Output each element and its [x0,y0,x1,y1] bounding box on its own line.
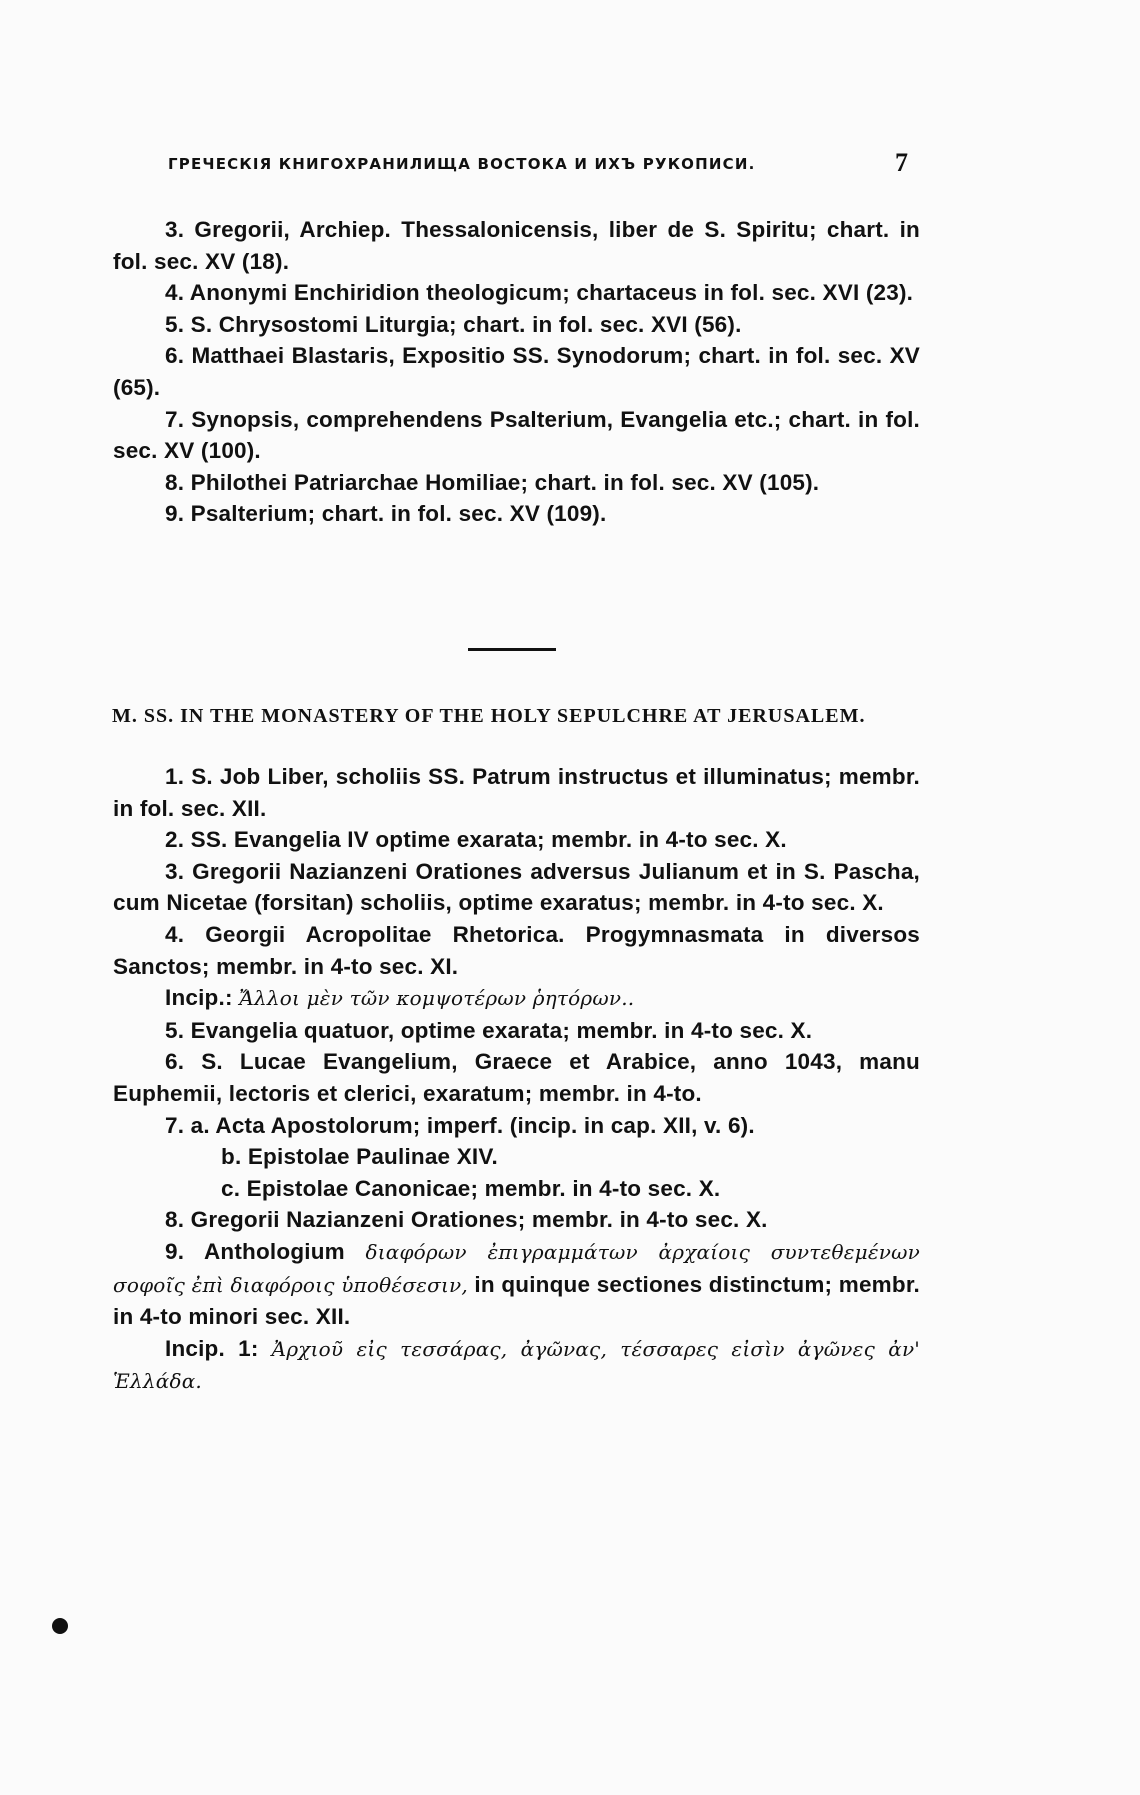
catalogue-entry: 9. Psalterium; chart. in fol. sec. XV (109). [165,501,607,527]
catalogue-subentry: c. Epistolae Canonicae; membr. in 4-to sec. X. [221,1175,721,1201]
catalogue-entry: 7. Synopsis, comprehendens Psalterium, Evangelia etc.; chart. in fol. sec. XV (100). [113,406,920,464]
catalogue-entry: 2. SS. Evangelia IV optime exarata; membr. in 4-to sec. X. [165,827,787,853]
catalogue-entry: 3. Gregorii Nazianzeni Orationes adversus Julianum et in S. Pascha, cum Nicetae (forsitan) scholiis, optime exaratus; membr. in 4-to sec. X. [113,858,920,916]
jerusalem-catalogue-entries [113,761,920,1398]
catalogue-entry: 8. Gregorii Nazianzeni Orationes; membr. in 4-to sec. X. [165,1207,768,1233]
greek-title: διαφόρων ἐπιγραμμάτων ἀρχαίοις συντεθεμένων σοφοῖς ἐπὶ διαφόροις ὑποθέσεσιν, [113,1239,920,1297]
incipit-line: Incip. 1: Ἀρχιοῦ εἰς τεσσάρας, ἀγῶνας, τέσσαρες εἰσὶν ἀγῶνες ἀν' Ἑλλάδα. [113,1335,920,1394]
catalogue-entry: 4. Anonymi Enchiridion theologicum; chartaceus in fol. sec. XVI (23). [165,280,914,306]
catalogue-entry: 7. a. Acta Apostolorum; imperf. (incip. in cap. XII, v. 6). [165,1112,755,1138]
catalogue-entry: 6. Matthaei Blastaris, Expositio SS. Synodorum; chart. in fol. sec. XV (65). [113,343,920,400]
incipit-line: Incip.: Ἄλλοι μὲν τῶν κομψοτέρων ῥητόρων.. [165,985,635,1011]
catalogue-subentry: b. Epistolae Paulinae XIV. [221,1144,498,1170]
catalogue-entry: 6. S. Lucae Evangelium, Graece et Arabice, anno 1043, manu Euphemii, lectoris et clerici, exaratum; membr. in 4-to. [113,1049,920,1106]
catalogue-entry: 4. Georgii Acropolitae Rhetorica. Progymnasmata in diversos Sanctos; membr. in 4-to sec. XI. [113,921,920,979]
section-divider [468,648,556,651]
catalogue-entry: 5. S. Chrysostomi Liturgia; chart. in fol. sec. XVI (56). [165,311,742,337]
catalogue-entry: 1. S. Job Liber, scholiis SS. Patrum instructus et illuminatus; membr. in fol. sec. XII. [113,764,920,821]
ink-dot-mark [52,1618,68,1634]
catalogue-entry: 8. Philothei Patriarchae Homiliae; chart. in fol. sec. XV (105). [165,469,820,495]
greek-incipit: Ἄλλοι μὲν τῶν κομψοτέρων ῥητόρων.. [239,986,635,1011]
catalogue-entry: 5. Evangelia quatuor, optime exarata; membr. in 4-to sec. X. [165,1017,813,1043]
catalogue-entry: 9. Anthologium διαφόρων ἐπιγραμμάτων ἀρχαίοις συντεθεμένων σοφοῖς ἐπὶ διαφόροις ὑποθέσεσιν, in quinque sectiones distinctum; membr. in 4-to minori sec. XII. [113,1238,920,1330]
catalogue-entries-continued [113,214,920,530]
page-number: 7 [895,148,908,177]
running-title: ГРЕЧЕСКІЯ КНИГОХРАНИЛИЩА ВОСТОКА И ИХЪ РУКОПИСИ. [168,155,756,173]
greek-incipit: Ἀρχιοῦ εἰς τεσσάρας, ἀγῶνας, τέσσαρες εἰσὶν ἀγῶνες ἀν' Ἑλλάδα. [113,1336,920,1394]
section-heading: M. SS. IN THE MONASTERY OF THE HOLY SEPULCHRE AT JERUSALEM. [112,705,866,727]
catalogue-entry: 3. Gregorii, Archiep. Thessalonicensis, liber de S. Spiritu; chart. in fol. sec. XV (18). [113,217,920,274]
